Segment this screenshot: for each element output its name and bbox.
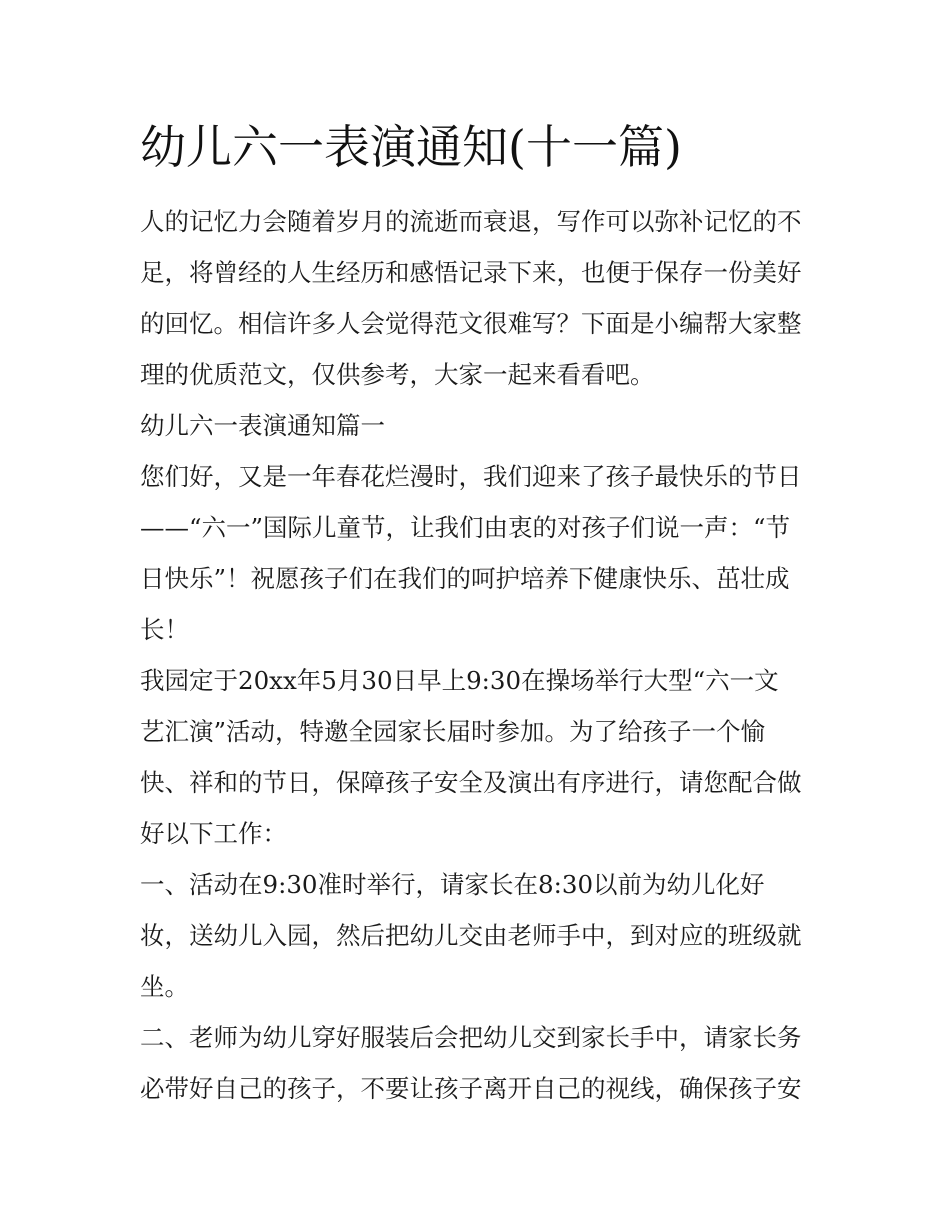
section-heading: 幼儿六一表演通知篇一 bbox=[140, 411, 385, 440]
paragraph-line: ——“六一”国际儿童节，让我们由衷的对孩子们说一声：“节 bbox=[140, 513, 791, 542]
paragraph-line: 理的优质范文，仅供参考，大家一起来看看吧。 bbox=[140, 360, 655, 389]
paragraph-line: 人的记忆力会随着岁月的流逝而衰退，写作可以弥补记忆的不 bbox=[140, 207, 802, 236]
paragraph-line: 坐。 bbox=[140, 972, 189, 1001]
paragraph-line: 我园定于20xx年5月30日早上9:30在操场举行大型“六一文 bbox=[140, 666, 779, 695]
paragraph-line: 长！ bbox=[140, 615, 189, 644]
paragraph-line: 您们好，又是一年春花烂漫时，我们迎来了孩子最快乐的节日 bbox=[140, 462, 802, 491]
document-title: 幼儿六一表演通知(十一篇) bbox=[140, 120, 682, 174]
paragraph-line: 艺汇演”活动，特邀全园家长届时参加。为了给孩子一个愉 bbox=[140, 717, 766, 746]
paragraph-line: 的回忆。相信许多人会觉得范文很难写？下面是小编帮大家整 bbox=[140, 309, 802, 338]
paragraph-line: 二、老师为幼儿穿好服装后会把幼儿交到家长手中，请家长务 bbox=[140, 1023, 802, 1052]
paragraph-line: 必带好自己的孩子，不要让孩子离开自己的视线，确保孩子安 bbox=[140, 1074, 802, 1103]
paragraph-line: 快、祥和的节日，保障孩子安全及演出有序进行，请您配合做 bbox=[140, 768, 802, 797]
paragraph-line: 日快乐”！祝愿孩子们在我们的呵护培养下健康快乐、茁壮成 bbox=[140, 564, 790, 593]
paragraph-line: 好以下工作： bbox=[140, 819, 287, 848]
paragraph-line: 足，将曾经的人生经历和感悟记录下来，也便于保存一份美好 bbox=[140, 258, 802, 287]
paragraph-line: 妆，送幼儿入园，然后把幼儿交由老师手中，到对应的班级就 bbox=[140, 921, 802, 950]
paragraph-line: 一、活动在9:30准时举行，请家长在8:30以前为幼儿化好 bbox=[140, 870, 765, 899]
